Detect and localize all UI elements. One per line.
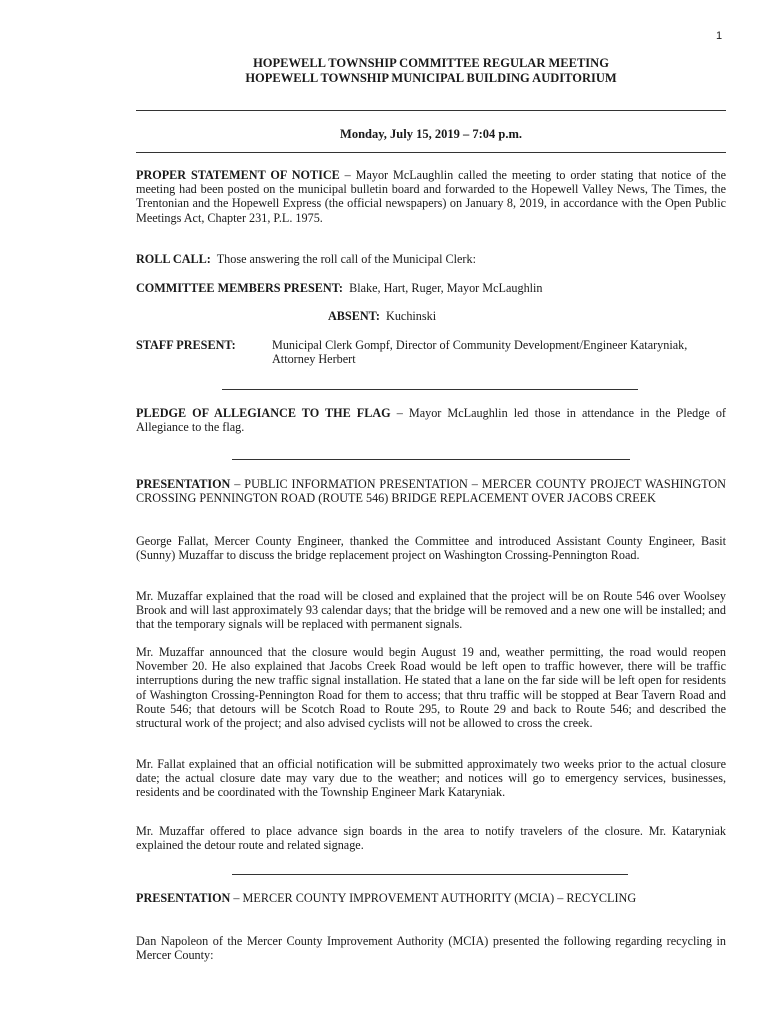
section-divider-3 [232, 874, 628, 875]
page-number: 1 [716, 30, 723, 42]
meeting-date: Monday, July 15, 2019 – 7:04 p.m. [340, 127, 522, 141]
date-divider [136, 152, 726, 153]
members-present-text: Blake, Hart, Ruger, Mayor McLaughlin [342, 281, 543, 295]
notice-label: PROPER STATEMENT OF NOTICE [136, 168, 340, 182]
presentation1-para5: Mr. Muzaffar offered to place advance sign boards in the area to notify travelers of the closure. Mr. Kataryniak explained the detour route and related signage. [136, 824, 726, 853]
pledge-paragraph [136, 406, 726, 434]
absent-text: Kuchinski [379, 309, 437, 323]
staff-present-label: STAFF PRESENT: [136, 338, 236, 352]
members-present-label: COMMITTEE MEMBERS PRESENT: [136, 281, 343, 295]
presentation1-para1: George Fallat, Mercer County Engineer, thanked the Committee and introduced Assistant County Engineer, Basit (Sunny) Muzaffar to discuss the bridge replacement project on Washington Crossing-Pennington Road. [136, 534, 726, 563]
section-divider-2 [232, 459, 630, 460]
roll-call [136, 252, 726, 266]
staff-present-text: Municipal Clerk Gompf, Director of Community Development/Engineer Kataryniak, Attorney Herbert [272, 338, 688, 367]
presentation1-para2: Mr. Muzaffar explained that the road will be closed and explained that the project will be on Route 546 over Woolsey Brook and will last approximately 93 calendar days; that the bridge will be removed and a new one will be installed; and that the temporary signals will be replaced with permanent signals. [136, 589, 726, 632]
members-present [136, 281, 726, 295]
presentation1-label: PRESENTATION [136, 477, 231, 491]
roll-call-label: ROLL CALL: [136, 252, 211, 266]
pledge-text: – Mayor McLaughlin led those in attendance in the Pledge of Allegiance to the flag. [136, 406, 726, 435]
section-divider-1 [222, 389, 638, 390]
absent [328, 309, 628, 323]
notice-paragraph [136, 168, 726, 225]
presentation1-para3: Mr. Muzaffar announced that the closure would begin August 19 and, weather permitting, the road would reopen November 20. He also explained that Jacobs Creek Road would be left open to traffic however, there will be traffic interruptions during the new traffic signal installation. He stated that a lane on the far side will be left open for residents of Washington Crossing-Pennington Road for them to access; that thru traffic will be stopped at Bear Tavern Road and Route 546; that detours will be Scotch Road to Route 295, to Route 29 and back to Route 546; and described the structural work of the project; and also advised cyclists will not be allowed to cross the creek. [136, 645, 726, 731]
roll-call-text: Those answering the roll call of the Municipal Clerk: [210, 252, 476, 266]
absent-label: ABSENT: [328, 309, 380, 323]
header-title-line2: HOPEWELL TOWNSHIP MUNICIPAL BUILDING AUDITORIUM [245, 71, 617, 85]
pledge-label: PLEDGE OF ALLEGIANCE TO THE FLAG [136, 406, 391, 420]
notice-text: – Mayor McLaughlin called the meeting to order stating that notice of the meeting had been posted on the municipal bulletin board and forwarded to the Hopewell Valley News, The Times, the Trentonian and the Hopewell Express (the official newspapers) on January 8, 2019, in accordance with the Open Public Meetings Act, Chapter 231, P.L. 1975. [136, 168, 726, 225]
header-title-line1: HOPEWELL TOWNSHIP COMMITTEE REGULAR MEETING [253, 56, 609, 70]
presentation2-heading [136, 891, 726, 905]
presentation1-heading [136, 477, 726, 505]
presentation1-heading-text: – PUBLIC INFORMATION PRESENTATION – MERCER COUNTY PROJECT WASHINGTON CROSSING PENNINGTON ROAD (ROUTE 546) BRIDGE REPLACEMENT OVER JACOBS CREEK [136, 477, 726, 506]
presentation2-heading-text: – MERCER COUNTY IMPROVEMENT AUTHORITY (MCIA) – RECYCLING [230, 891, 637, 905]
presentation2-para1: Dan Napoleon of the Mercer County Improvement Authority (MCIA) presented the following regarding recycling in Mercer County: [136, 934, 726, 963]
header-divider [136, 110, 726, 111]
presentation2-label: PRESENTATION [136, 891, 231, 905]
staff-present [136, 338, 736, 366]
presentation1-para4: Mr. Fallat explained that an official notification will be submitted approximately two weeks prior to the actual closure date; the actual closure date may vary due to the weather; and notices will go to emergency services, businesses, residents and be coordinated with the Township Engineer Mark Kataryniak. [136, 757, 726, 800]
